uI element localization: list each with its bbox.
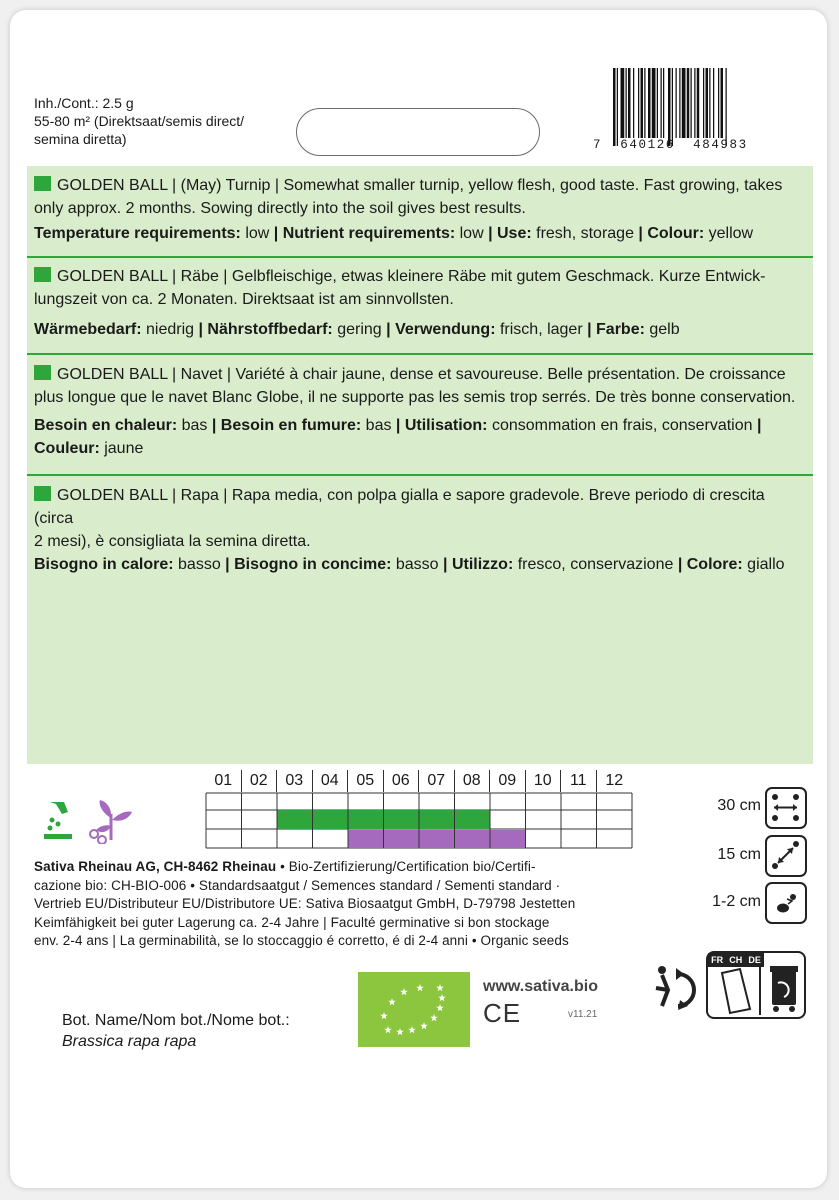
section-divider — [27, 474, 813, 476]
section-title-cont: lungszeit von ca. 2 Monaten. Direktsaat ist am sinnvollsten. — [34, 291, 454, 308]
section-divider — [27, 353, 813, 355]
eu-star — [388, 998, 396, 1005]
sorting-icons — [708, 953, 804, 1017]
prop-label: | Utilizzo: — [443, 556, 514, 573]
month-label: 09 — [490, 770, 526, 792]
month-label: 01 — [206, 770, 242, 792]
prop-value: fresco, conservazione — [513, 556, 678, 573]
prop-label: Wärmebedarf: — [34, 321, 142, 338]
prop-label: | Bisogno in concime: — [225, 556, 392, 573]
barcode-bar — [648, 68, 651, 138]
barcode-bar — [679, 68, 680, 138]
barcode-bar — [706, 68, 709, 138]
section-english — [34, 174, 804, 245]
barcode-bar — [663, 68, 664, 138]
month-label: 06 — [384, 770, 420, 792]
company-line: cazione bio: CH-BIO-006 • Standardsaatgut / Semences standard / Sementi standard · — [34, 877, 561, 893]
eu-star — [380, 1012, 388, 1019]
info-tri-box — [706, 951, 806, 1019]
country-code-de: DE — [748, 955, 761, 965]
barcode-bar — [644, 68, 645, 138]
harvest-period-bar — [348, 830, 526, 848]
barcode-bar — [638, 68, 639, 138]
prop-label: Besoin en chaleur: — [34, 417, 178, 434]
company-name: Sativa Rheinau AG, CH-8462 Rheinau — [34, 859, 277, 874]
barcode-bar — [718, 68, 719, 138]
row-distance-icon — [765, 787, 807, 829]
barcode-bar — [726, 68, 727, 146]
barcode-bar — [626, 68, 627, 138]
month-label: 02 — [242, 770, 278, 792]
version: v11.21 — [568, 1009, 598, 1020]
barcode-bar — [652, 68, 656, 138]
section-properties — [34, 414, 804, 437]
section-title: GOLDEN BALL | Räbe | Gelbfleischige, etwas kleinere Räbe mit gutem Geschmack. Kurze Entwick- — [57, 268, 766, 285]
prop-label: | Colour: — [638, 225, 705, 242]
plant-distance-icon — [765, 835, 807, 877]
green-square-icon — [34, 267, 51, 282]
barcode-bar — [617, 68, 618, 146]
contents-weight: Inh./Cont.: 2.5 g — [34, 95, 134, 111]
botanical-label: Bot. Name/Nom bot./Nome bot.: — [62, 1012, 290, 1029]
eu-star — [396, 1028, 404, 1035]
section-title: GOLDEN BALL | Rapa | Rapa media, con polpa gialla e sapore gradevole. Breve periodo di crescita (circa — [34, 487, 765, 527]
month-label: 08 — [455, 770, 491, 792]
barcode-bar — [668, 68, 671, 146]
prop-value: fresh, storage — [531, 225, 639, 242]
prop-value: basso — [391, 556, 444, 573]
prop-label: | Nährstoffbedarf: — [198, 321, 333, 338]
triman-recycling-icon — [648, 960, 704, 1021]
prop-value: gering — [332, 321, 387, 338]
calendar-months — [206, 770, 632, 792]
prop-label: | Nutrient requirements: — [273, 225, 456, 242]
eu-star — [438, 994, 446, 1001]
section-title: GOLDEN BALL | (May) Turnip | Somewhat smaller turnip, yellow flesh, good taste. Fast growing, takes — [57, 177, 783, 194]
prop-value: bas — [361, 417, 396, 434]
country-code-ch: CH — [729, 955, 743, 965]
barcode-bar — [709, 68, 710, 138]
barcode-bar — [687, 68, 690, 138]
eu-star — [436, 984, 444, 991]
green-square-icon — [34, 486, 51, 501]
barcode-bar — [613, 68, 616, 146]
section-title-cont: plus longue que le navet Blanc Globe, il ne supporte pas les semis trop serrés. De très bonne conservation. — [34, 389, 796, 406]
section-german — [34, 265, 804, 341]
calendar-svg — [205, 792, 635, 850]
prop-label: | Farbe: — [587, 321, 645, 338]
prop-value: consommation en frais, conservation — [487, 417, 757, 434]
sowing-depth-label: 1-2 cm — [712, 893, 761, 910]
month-label: 05 — [348, 770, 384, 792]
prop-label: | — [756, 417, 762, 434]
prop-label: | Colore: — [677, 556, 743, 573]
prop-value: low — [240, 225, 274, 242]
month-label: 10 — [526, 770, 562, 792]
month-label: 03 — [277, 770, 313, 792]
hang-hole — [296, 108, 540, 156]
barcode-bar — [691, 68, 692, 138]
ce-mark: CE — [483, 998, 522, 1028]
company-line: Keimfähigkeit bei guter Lagerung ca. 2-4 Jahre | Faculté germinative si bon stockage — [34, 914, 550, 930]
company-info — [34, 858, 634, 951]
eu-star — [420, 1022, 428, 1029]
prop-value: yellow — [704, 225, 754, 242]
barcode-bar — [697, 68, 700, 138]
month-label: 04 — [313, 770, 349, 792]
sowing-icon — [40, 800, 80, 845]
botanical-species: Brassica rapa rapa — [62, 1033, 197, 1050]
barcode-bar — [703, 68, 704, 138]
section-properties-cont — [34, 437, 804, 460]
row-distance-label: 30 cm — [717, 797, 761, 814]
barcode-bar — [676, 68, 677, 138]
section-french — [34, 363, 804, 460]
prop-label: | Use: — [488, 225, 532, 242]
barcode-bar — [657, 68, 658, 138]
prop-value: basso — [173, 556, 226, 573]
barcode-bar — [621, 68, 625, 138]
section-title-cont: 2 mesi), è consigliata la semina diretta. — [34, 533, 311, 550]
month-label: 12 — [605, 772, 624, 789]
barcode-bar — [661, 68, 662, 138]
eu-organic-logo — [358, 972, 470, 1047]
section-properties — [34, 222, 804, 245]
country-code-fr: FR — [711, 955, 724, 965]
eu-star — [384, 1026, 392, 1033]
barcode-bar — [721, 68, 724, 138]
eu-star — [400, 988, 408, 995]
prop-label: Temperature requirements: — [34, 225, 241, 242]
barcode-number: 7 640126 484983 — [593, 138, 748, 152]
section-title-cont: only approx. 2 months. Sowing directly into the soil gives best results. — [34, 200, 526, 217]
month-label: 07 — [419, 770, 455, 792]
eu-star — [416, 984, 424, 991]
prop-label: Couleur: — [34, 440, 100, 457]
eu-star — [436, 1004, 444, 1011]
section-italian — [34, 484, 804, 576]
plant-distance-label: 15 cm — [717, 846, 761, 863]
prop-value: bas — [177, 417, 212, 434]
sowing-depth-icon — [765, 882, 807, 924]
barcode-bar — [694, 68, 695, 138]
prop-label: | Verwendung: — [386, 321, 496, 338]
eu-star — [408, 1026, 416, 1033]
company-cert: • Bio-Zertifizierung/Certification bio/Certifi- — [276, 859, 536, 874]
section-properties — [34, 318, 804, 341]
section-title: GOLDEN BALL | Navet | Variété à chair jaune, dense et savoureuse. Belle présentation. De croissance — [57, 366, 786, 383]
barcode-bar — [713, 68, 714, 138]
prop-label: Bisogno in calore: — [34, 556, 174, 573]
botanical-name — [62, 1010, 290, 1052]
barcode-bar — [672, 68, 673, 146]
prop-label: | Besoin en fumure: — [211, 417, 362, 434]
website: www.sativa.bio — [483, 978, 598, 995]
green-square-icon — [34, 176, 51, 191]
green-square-icon — [34, 365, 51, 380]
harvest-icon — [86, 796, 136, 849]
prop-value: niedrig — [141, 321, 199, 338]
contents-info — [34, 94, 244, 148]
barcode-bar — [682, 68, 686, 138]
company-line: env. 2-4 ans | La germinabilità, se lo stoccaggio é corretto, é di 2-4 anni • Organic seeds — [34, 933, 569, 948]
contents-area: 55-80 m² (Direktsaat/semis direct/ — [34, 113, 245, 129]
prop-value: low — [455, 225, 489, 242]
section-divider — [27, 256, 813, 258]
prop-value: gelb — [644, 321, 680, 338]
prop-value: jaune — [99, 440, 144, 457]
barcode-bar — [633, 68, 634, 138]
month-label: 11 — [561, 770, 597, 792]
prop-label: | Utilisation: — [395, 417, 488, 434]
barcode-bar — [641, 68, 644, 138]
prop-value: frisch, lager — [495, 321, 588, 338]
company-line: Vertrieb EU/Distributeur EU/Distributore UE: Sativa Biosaatgut GmbH, D-79798 Jestetten — [34, 896, 576, 911]
prop-value: giallo — [742, 556, 785, 573]
barcode-bar — [628, 68, 631, 138]
barcode — [593, 68, 770, 157]
eu-star — [430, 1014, 438, 1021]
calendar-grid — [205, 792, 635, 855]
section-properties — [34, 553, 804, 576]
contents-area-cont: semina diretta) — [34, 131, 127, 147]
